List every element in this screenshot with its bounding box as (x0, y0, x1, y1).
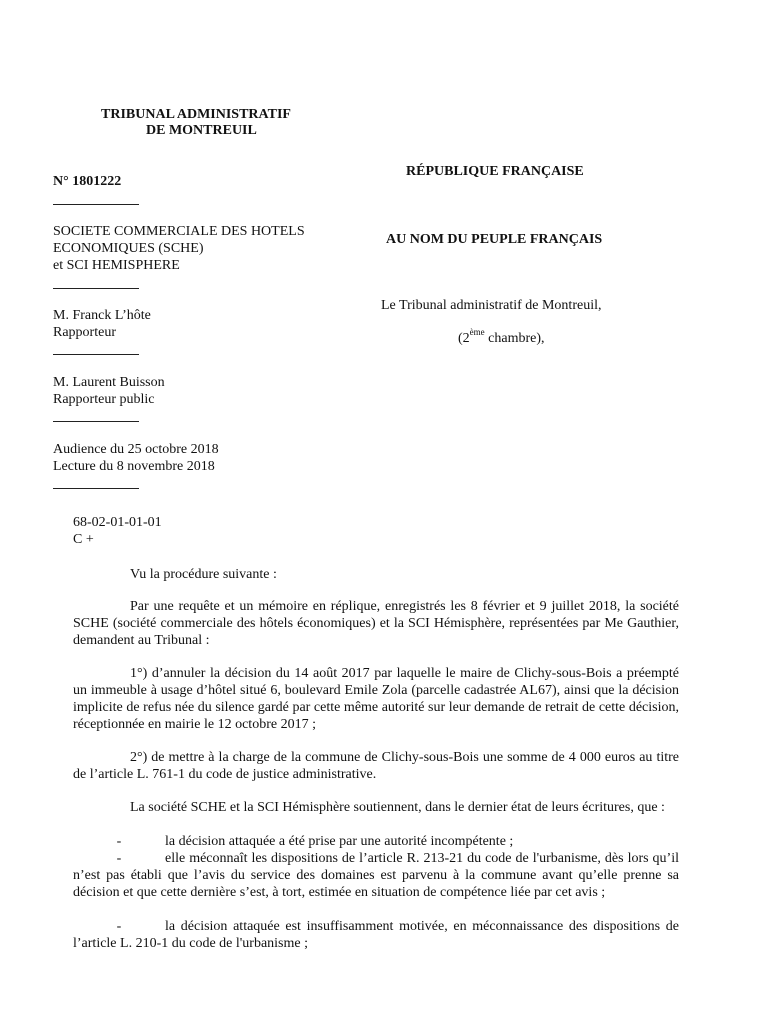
people-heading: AU NOM DU PEUPLE FRANÇAIS (386, 232, 603, 247)
paragraph-claim-2: 2°) de mettre à la charge de la commune de Clichy-sous-Bois une somme de 4 000 euros au titre de l’article L. 761-1 du code de justice administrative. (73, 750, 679, 782)
hearing-date: Audience du 25 octobre 2018 (53, 442, 219, 457)
chamber-line: (2ème chambre), (458, 327, 545, 346)
court-name-line2: DE MONTREUIL (146, 123, 257, 138)
argument-item: - la décision attaquée est insuffisamment motivée, en méconnaissance des dispositions de l’article L. 210-1 du code de l'urbanisme ; (73, 919, 679, 951)
paragraph-request: Par une requête et un mémoire en réplique, enregistrés les 8 février et 9 juillet 2018, la société SCHE (société commerciale des hôtels économiques) et la SCI Hémisphère, représentées par Me Gauthier, demandent au Tribunal : (73, 599, 679, 648)
reading-date: Lecture du 8 novembre 2018 (53, 459, 215, 474)
classification-grade: C + (73, 532, 94, 547)
classification-code: 68-02-01-01-01 (73, 515, 162, 530)
parties-line3: et SCI HEMISPHERE (53, 258, 180, 273)
argument-item: - elle méconnaît les dispositions de l’article R. 213-21 du code de l'urbanisme, dès lors qu’il n’est pas établi que l’avis du service des domaines est parvenu à la commune avant qu’elle prenne sa décision et que cette dernière s’est, à tort, estimée en situation de compétence liée par cet avis ; (73, 851, 679, 900)
rapporteur-role: Rapporteur (53, 325, 116, 340)
republic-heading: RÉPUBLIQUE FRANÇAISE (406, 164, 584, 179)
divider (53, 421, 139, 422)
paragraph-claim-1: 1°) d’annuler la décision du 14 août 2017 par laquelle le maire de Clichy-sous-Bois a préempté un immeuble à usage d’hôtel situé 6, boulevard Emile Zola (parcelle cadastrée AL67), ainsi que la décision implicite de refus née du silence gardé par cette même autorité sur leur demande de retrait de cette décision, réceptionnée en mairie le 12 octobre 2017 ; (73, 666, 679, 732)
tribunal-line: Le Tribunal administratif de Montreuil, (381, 298, 602, 313)
rapporteur-public-role: Rapporteur public (53, 392, 155, 407)
argument-item: - la décision attaquée a été prise par une autorité incompétente ; (116, 834, 514, 849)
procedure-heading: Vu la procédure suivante : (130, 567, 277, 582)
case-number: N° 1801222 (53, 174, 122, 189)
parties-line1: SOCIETE COMMERCIALE DES HOTELS (53, 224, 305, 239)
rapporteur-public-name: M. Laurent Buisson (53, 375, 165, 390)
divider (53, 288, 139, 289)
court-name-line1: TRIBUNAL ADMINISTRATIF (101, 107, 291, 122)
divider (53, 488, 139, 489)
parties-line2: ECONOMIQUES (SCHE) (53, 241, 204, 256)
paragraph-arguments: La société SCHE et la SCI Hémisphère soutiennent, dans le dernier état de leurs écritures, que : (130, 800, 665, 815)
rapporteur-name: M. Franck L’hôte (53, 308, 151, 323)
divider (53, 354, 139, 355)
divider (53, 204, 139, 205)
